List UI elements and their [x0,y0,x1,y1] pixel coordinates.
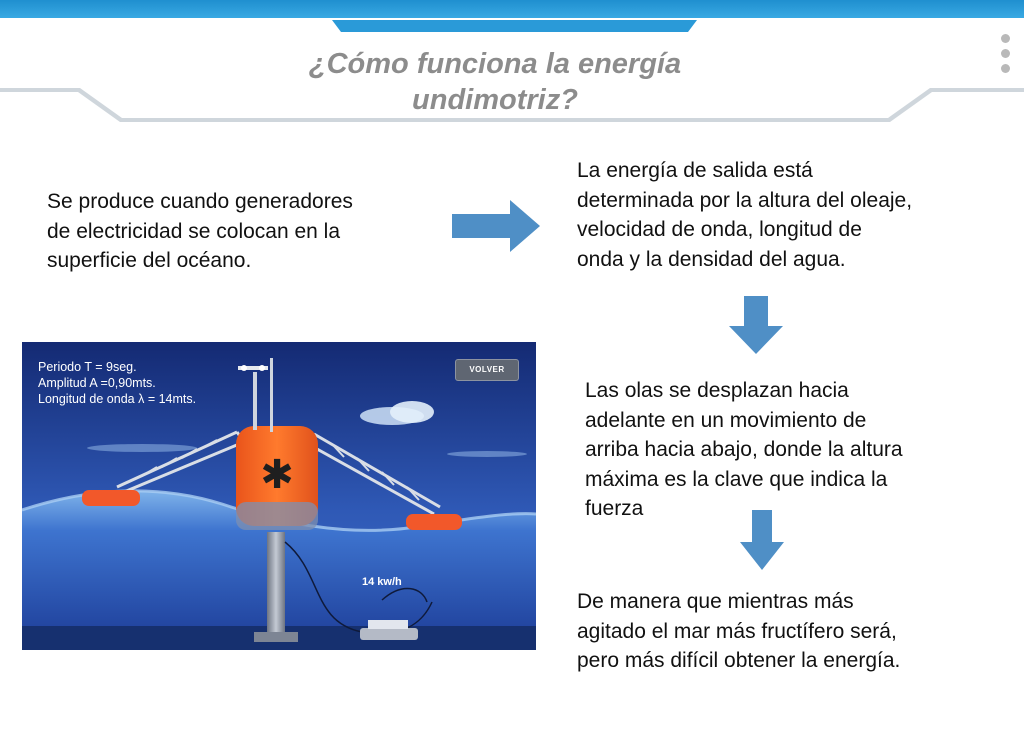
wave-motion-paragraph [585,376,995,524]
conclusion-paragraph [577,587,997,676]
amplitude-label: Amplitud A =0,90mts. [38,376,156,390]
output-energy-line: velocidad de onda, longitud de [577,218,862,241]
output-energy-line: onda y la densidad del agua. [577,247,846,271]
title-line-1: ¿Cómo funciona la energía [308,48,682,80]
arrow-down-icon [727,296,785,356]
wave-motion-line: máxima es la clave que indica la [585,467,888,491]
page-title [260,46,730,118]
output-energy-line: La energía de salida está [577,159,813,182]
intro-line: de electricidad se colocan en la [47,219,341,243]
intro-paragraph [47,187,427,276]
arrow-right-icon [452,200,542,252]
title-line-2: undimotriz? [412,84,578,116]
more-vertical-icon[interactable] [1001,34,1013,79]
wave-motion-line: Las olas se desplazan hacia [585,379,849,402]
arrow-down-icon [738,510,786,572]
power-label: 14 kw/h [362,576,402,588]
wave-motion-line: adelante en un movimiento de [585,408,867,432]
header-tab-accent [332,20,697,32]
conclusion-line: De manera que mientras más [577,590,854,613]
intro-line: superficie del océano. [47,249,252,272]
wave-motion-line: arriba hacia abajo, donde la altura [585,438,903,461]
volver-button[interactable]: VOLVER [455,359,519,381]
period-label: Periodo T = 9seg. [38,360,137,374]
output-energy-paragraph [577,156,997,274]
conclusion-line: agitado el mar más fructífero será, [577,619,897,643]
wave-energy-illustration [22,342,536,650]
output-energy-line: determinada por la altura del oleaje, [577,188,913,212]
svg-text:✱: ✱ [260,452,294,498]
wave-motion-line: fuerza [585,497,644,520]
conclusion-line: pero más difícil obtener la energía. [577,649,901,672]
wavelength-label: Longitud de onda λ = 14mts. [38,392,197,406]
intro-line: Se produce cuando generadores [47,190,353,213]
